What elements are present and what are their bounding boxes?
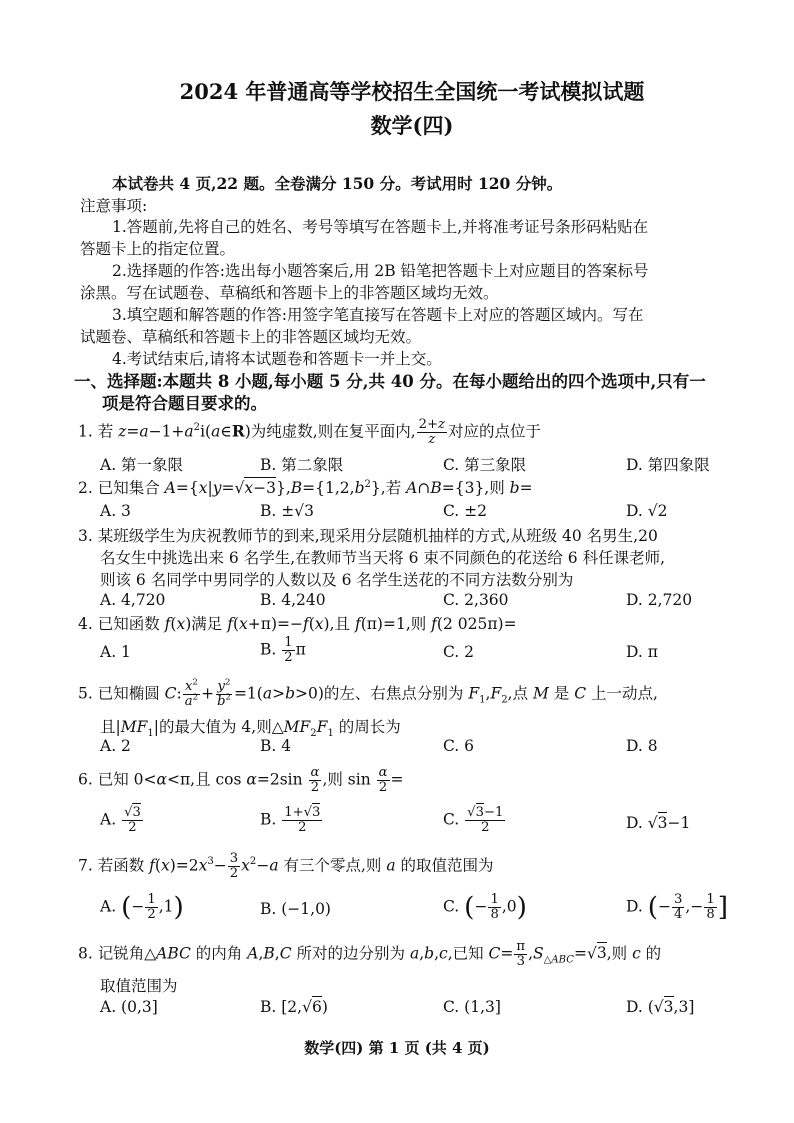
q5-option-b: B. 4	[260, 737, 292, 755]
q8-option-c: C. (1,3]	[443, 998, 501, 1016]
note-1-line-1: 1.答题前,先将自己的姓名、考号等填写在答题卡上,并将准考证号条形码粘贴在	[112, 218, 649, 236]
question-3-line-2: 名女生中挑选出来 6 名学生,在教师节当天将 6 束不同颜色的花送给 6 科任课老师,	[100, 549, 666, 567]
question-6: 6. 已知 0<α<π,且 cos α=2sin $\frac{\alpha}{2}$ ,则 sin $\frac{\alpha}{2}$ =	[78, 765, 404, 795]
question-3-line-3: 则该 6 名同学中男同学的人数以及 6 名学生送花的不同方法数分别为	[100, 571, 574, 589]
question-8-line-1: 8. 记锐角△ABC 的内角 A,B,C 所对的边分别为 a,b,c,已知 C= $\frac{\pi}{3}$ $,S_{\triangle ABC}=√3$,则 c 的	[78, 939, 662, 969]
note-2-line-1: 2.选择题的作答:选出每小题答案后,用 2B 铅笔把答题卡上对应题目的答案标号	[112, 262, 649, 280]
q1-option-a: A. 第一象限	[100, 456, 184, 474]
question-1: 1. 若 $z=a-1+a^2i(a\in R)$为纯虚数,则在复平面内, $\frac{2+z}{z}$ 对应的点位于	[78, 417, 541, 447]
q5-option-c: C. 6	[443, 737, 475, 755]
q5-option-d: D. 8	[626, 737, 658, 755]
q6-option-c: C. $\frac{√3-1}{2}$	[443, 805, 504, 835]
note-1-line-2: 答题卡上的指定位置。	[80, 240, 236, 258]
q4-option-c: C. 2	[443, 643, 475, 661]
question-2: 2. 已知集合 $A=\{x|y=√x-3\},B=\{1,2,b^2\}$,若 A∩B={3},则 b=	[78, 478, 533, 497]
q8-option-a: A. (0,3]	[100, 998, 158, 1016]
q7-option-d: D. (− $\frac{3}{4}$ ,− $\frac{1}{8}$ ]	[626, 892, 728, 923]
q4-option-b: B. $\frac{1}{2}$ π	[260, 635, 306, 665]
note-3-line-1: 3.填空题和解答题的作答:用签字笔直接写在答题卡上对应的答题区域内。写在	[112, 306, 644, 324]
q3-option-b: B. 4,240	[260, 591, 326, 609]
section-1-heading-cont: 项是符合题目要求的。	[102, 394, 267, 413]
note-3-line-2: 试题卷、草稿纸和答题卡上的非答题区域均无效。	[80, 328, 422, 346]
q5-option-a: A. 2	[100, 737, 131, 755]
q7-option-c: C. (− $\frac{1}{8}$ ,0)	[443, 892, 527, 923]
q7-option-b: B. (−1,0)	[260, 900, 331, 918]
section-1-heading: 一、选择题:本题共 8 小题,每小题 5 分,共 40 分。在每小题给出的四个选项中,只有一	[74, 372, 706, 391]
q6-option-d: D. √3−1	[626, 814, 691, 832]
question-7: 7. 若函数 $f(x)=2x^3-$ $\frac{3}{2}$ $x^2-a$ 有三个零点,则 a 的取值范围为	[78, 851, 494, 881]
q2-option-a: A. 3	[100, 502, 131, 520]
question-8-line-2: 取值范围为	[100, 977, 178, 995]
q2-option-c: C. ±2	[443, 502, 488, 520]
q2-option-b: B. ±√3	[260, 502, 314, 520]
q4-option-a: A. 1	[100, 643, 131, 661]
q8-option-b: B. [2,√6)	[260, 998, 328, 1016]
q7-option-a: A. (− $\frac{1}{2}$ ,1)	[100, 892, 184, 923]
q3-option-d: D. 2,720	[626, 591, 693, 609]
notes-heading: 注意事项:	[80, 197, 148, 215]
question-3-line-1: 3. 某班级学生为庆祝教师节的到来,现采用分层随机抽样的方式,从班级 40 名男生,20	[78, 527, 658, 545]
exam-title: 2024 年普通高等学校招生全国统一考试模拟试题	[179, 79, 645, 104]
question-4: 4. 已知函数 f(x)满足 f(x+π)=−f(x),且 f(π)=1,则 f(2 025π)=	[78, 615, 517, 633]
exam-subject: 数学(四)	[370, 113, 454, 138]
page-footer: 数学(四) 第 1 页 (共 4 页)	[304, 1039, 490, 1057]
note-4: 4.考试结束后,请将本试题卷和答题卡一并上交。	[112, 350, 442, 368]
q1-option-d: D. 第四象限	[626, 456, 710, 474]
q2-option-d: D. √2	[626, 502, 668, 520]
q6-option-a: A. $\frac{√3}{2}$	[100, 805, 141, 835]
question-5-line-2: 且$|MF_1|$的最大值为 4,则$\triangle MF_2F_1$ 的周长为	[100, 718, 401, 740]
question-5-line-1: 5. 已知椭圆 C: $\frac{x^2}{a^2}$ + $\frac{y^2}{b^2}$ =1(a>b>0)的左、右焦点分别为 $F_1,F_2$,点 M 是 C 上一动点,	[78, 677, 658, 709]
q1-option-c: C. 第三象限	[443, 456, 527, 474]
q3-option-c: C. 2,360	[443, 591, 509, 609]
q6-option-b: B. $\frac{1+√3}{2}$	[260, 805, 321, 835]
q4-option-d: D. π	[626, 643, 658, 661]
note-2-line-2: 涂黑。写在试题卷、草稿纸和答题卡上的非答题区域均无效。	[80, 284, 499, 302]
q3-option-a: A. 4,720	[100, 591, 166, 609]
q8-option-d: D. (√3,3]	[626, 998, 695, 1016]
q1-option-b: B. 第二象限	[260, 456, 344, 474]
exam-summary: 本试卷共 4 页,22 题。全卷满分 150 分。考试用时 120 分钟。	[112, 174, 563, 193]
